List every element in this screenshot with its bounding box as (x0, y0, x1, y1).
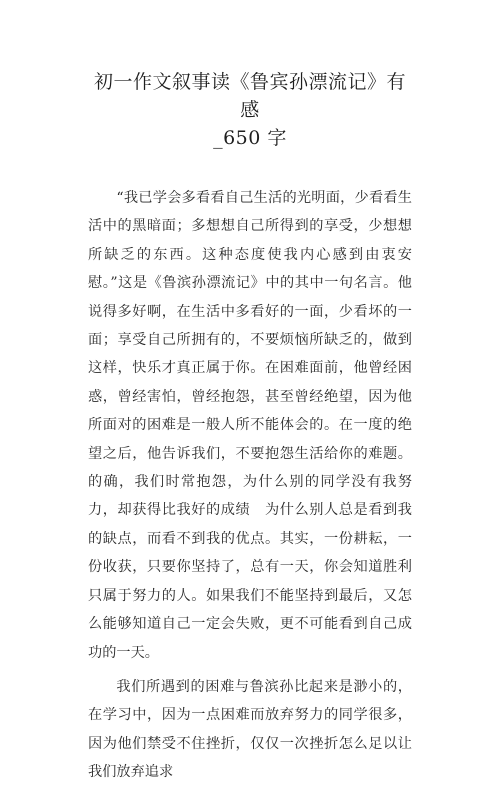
paragraph-2: 我们所遇到的困难与鲁滨孙比起来是渺小的，在学习中，因为一点困难而放弃努力的同学很多，因为他们禁受不住挫折，仅仅一次挫折怎么足以让我们放弃追求 (88, 678, 412, 781)
document-title (88, 0, 412, 152)
document-body (88, 184, 412, 787)
title-line-1: 初一作文叙事读《鲁宾孙漂流记》有感 (93, 71, 406, 121)
paragraph-1: “我已学会多看看自己生活的光明面，少看看生活中的黑暗面；多想想自己所得到的享受，少想想所缺乏的东西。这种态度使我内心感到由衷安慰。”这是《鲁滨孙漂流记》中的其中一句名言。他说得多好啊，在生活中多看好的一面，少看坏的一面；享受自己所拥有的，不要烦恼所缺乏的，做到这样，快乐才真正属于你。在困难面前，他曾经困惑，曾经害怕，曾经抱怨，甚至曾经绝望，因为他所面对的困难是一般人所不能体会的。在一度的绝望之后，他告诉我们，不要抱怨生活给你的难题。的确，我们时常抱怨，为什么别的同学没有我努力，却获得比我好的成绩 为什么别人总是看到我的缺点，而看不到我的优点。其实，一份耕耘，一份收获，只要你坚持了，总有一天，你会知道胜利只属于努力的人。如果我们不能坚持到最后，又怎么能够知道自己一定会失败，更不可能看到自己成功的一天。 (88, 190, 412, 661)
title-line-2: _650 字 (213, 127, 287, 149)
